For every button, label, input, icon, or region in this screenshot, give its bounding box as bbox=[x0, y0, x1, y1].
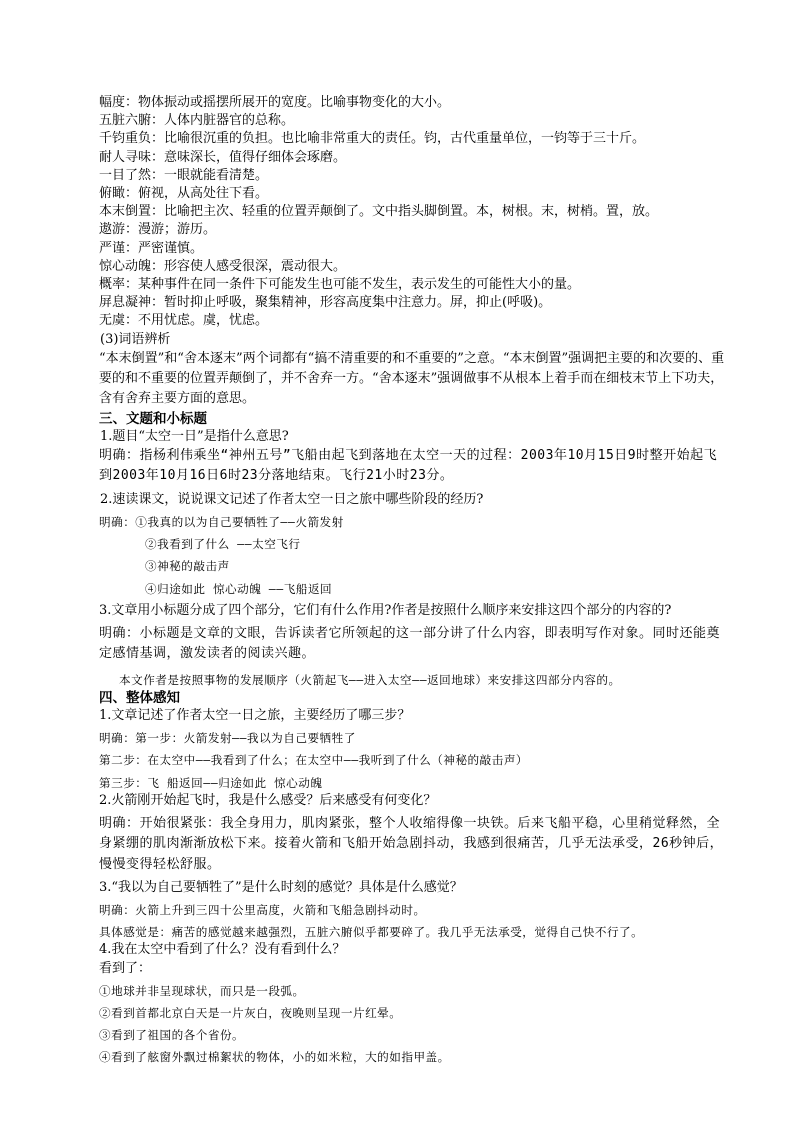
answer-line: 第二步：在太空中——我看到了什么；在太空中——我听到了什么（神秘的敲击声） bbox=[99, 753, 529, 768]
glossary-item: 俯瞰：俯视，从高处往下看。 bbox=[99, 186, 269, 202]
part-heading: 四、整体感知 bbox=[99, 689, 180, 706]
answer-lead: 看到了： bbox=[99, 960, 152, 976]
answer-line: 明确：火箭上升到三四十公里高度，火箭和飞船急剧抖动时。 bbox=[99, 903, 426, 918]
glossary-item: 概率：某种事件在同一条件下可能发生也可能不发生，表示发生的可能性大小的量。 bbox=[99, 277, 581, 293]
answer: 明确：指杨利伟乘坐“神州五号”飞船由起飞到落地在太空一天的过程：2003年10月15日9时整开始起飞到2003年10月16日6时23分落地结束。飞行21小时23分。 bbox=[99, 448, 718, 484]
answer: 明确：开始很紧张：我全身用力，肌肉紧张，整个人收缩得像一块铁。后来飞船平稳，心里稍觉释然，全身紧绷的肌肉渐渐放松下来。接着火箭和飞船开始急剧抖动，我感到很痛苦，几乎无法承受，26秒钟后，慢慢变得轻松舒服。 bbox=[99, 815, 724, 872]
glossary-item: 严谨：严密谨慎。 bbox=[99, 240, 204, 256]
answer-line: 明确：第一步：火箭发射——我以为自己要牺牲了 bbox=[99, 731, 356, 746]
list-item: ②看到首都北京白天是一片灰白，夜晚则呈现一片红晕。 bbox=[99, 1006, 402, 1021]
question: 3.“我以为自己要牺牲了”是什么时刻的感觉？具体是什么感觉？ bbox=[99, 879, 463, 895]
glossary-item: 惊心动魄：形容使人感受很深，震动很大。 bbox=[99, 258, 347, 274]
answer-line: 第三步：飞 船返回——归途如此 惊心动魄 bbox=[99, 775, 323, 790]
answer-line: 具体感觉是：痛苦的感觉越来越强烈，五脏六腑似乎都要碎了。我几乎无法承受，觉得自己快不行了。 bbox=[99, 925, 644, 940]
glossary-item: 耐人寻味：意味深长，值得仔细体会琢磨。 bbox=[99, 149, 347, 165]
glossary-item: 五脏六腑：人体内脏器官的总称。 bbox=[99, 113, 295, 129]
list-item: ④看到了舷窗外飘过棉絮状的物体，小的如米粒，大的如指甲盖。 bbox=[99, 1050, 450, 1065]
question: 3.文章用小标题分成了四个部分，它们有什么作用?作者是按照什么顺序来安排这四个部分的内容的? bbox=[99, 602, 672, 618]
list-item: ①地球并非呈现球状，而只是一段弧。 bbox=[99, 983, 305, 998]
glossary-item: 无虞：不用忧虑。虞，忧虑。 bbox=[99, 313, 269, 329]
section-subtitle: (3)词语辨析 bbox=[100, 331, 171, 347]
answer-line: ④归途如此 惊心动魄 ——飞船返回 bbox=[145, 581, 333, 596]
question: 2.速读课文，说说课文记述了作者太空一日之旅中哪些阶段的经历? bbox=[100, 491, 484, 507]
list-item: ③看到了祖国的各个省份。 bbox=[99, 1028, 245, 1043]
question: 1.题目“太空一日”是指什么意思? bbox=[100, 428, 289, 444]
glossary-item: 屏息凝神：暂时抑止呼吸，聚集精神，形容高度集中注意力。屏，抑止(呼吸)。 bbox=[99, 295, 552, 311]
answer: 明确：小标题是文章的文眼，告诉读者它所领起的这一部分讲了什么内容，即表明写作对象。同时还能奠定感情基调，激发读者的阅读兴趣。 bbox=[99, 625, 721, 662]
part-heading: 三、文题和小标题 bbox=[99, 410, 207, 427]
answer-line: 明确：①我真的以为自己要牺牲了——火箭发射 bbox=[99, 514, 344, 529]
glossary-item: 幅度：物体振动或摇摆所展开的宽度。比喻事物变化的大小。 bbox=[99, 95, 451, 110]
question: 1.文章记述了作者太空一日之旅，主要经历了哪三步？ bbox=[99, 707, 411, 723]
document-page bbox=[99, 94, 727, 1067]
glossary-item: 一目了然：一眼就能看清楚。 bbox=[99, 167, 269, 183]
glossary-list bbox=[99, 94, 727, 331]
question: 2.火箭刚开始起飞时，我是什么感受？后来感受有何变化？ bbox=[99, 792, 437, 808]
answer-line: ②我看到了什么 ——太空飞行 bbox=[145, 537, 301, 552]
glossary-item: 遨游：漫游；游历。 bbox=[99, 222, 217, 238]
glossary-item: 本末倒置：比喻把主次、轻重的位置弄颠倒了。文中指头脚倒置。本，树根。末，树梢。置，放。 bbox=[99, 204, 659, 220]
glossary-item: 千钧重负：比喻很沉重的负担。也比喻非常重大的责任。钧，古代重量单位，一钧等于三十斤。 bbox=[99, 131, 646, 147]
answer: 本文作者是按照事物的发展顺序（火箭起飞——进入太空——返回地球）来安排这四部分内容的。 bbox=[119, 672, 621, 687]
question: 4.我在太空中看到了什么？没有看到什么？ bbox=[99, 942, 346, 958]
answer-line: ③神秘的敲击声 bbox=[145, 559, 230, 574]
word-distinction-paragraph: “本末倒置”和“舍本逐末”两个词都有“搞不清重要的和不重要的”之意。“本末倒置”强调把主要的和次要的、重要的和不重要的位置弄颠倒了，并不舍弃一方。“舍本逐末”强调做事不从根本上着手而在细枝末节上下功夫，含有舍弃主要方面的意思。 bbox=[99, 350, 725, 407]
